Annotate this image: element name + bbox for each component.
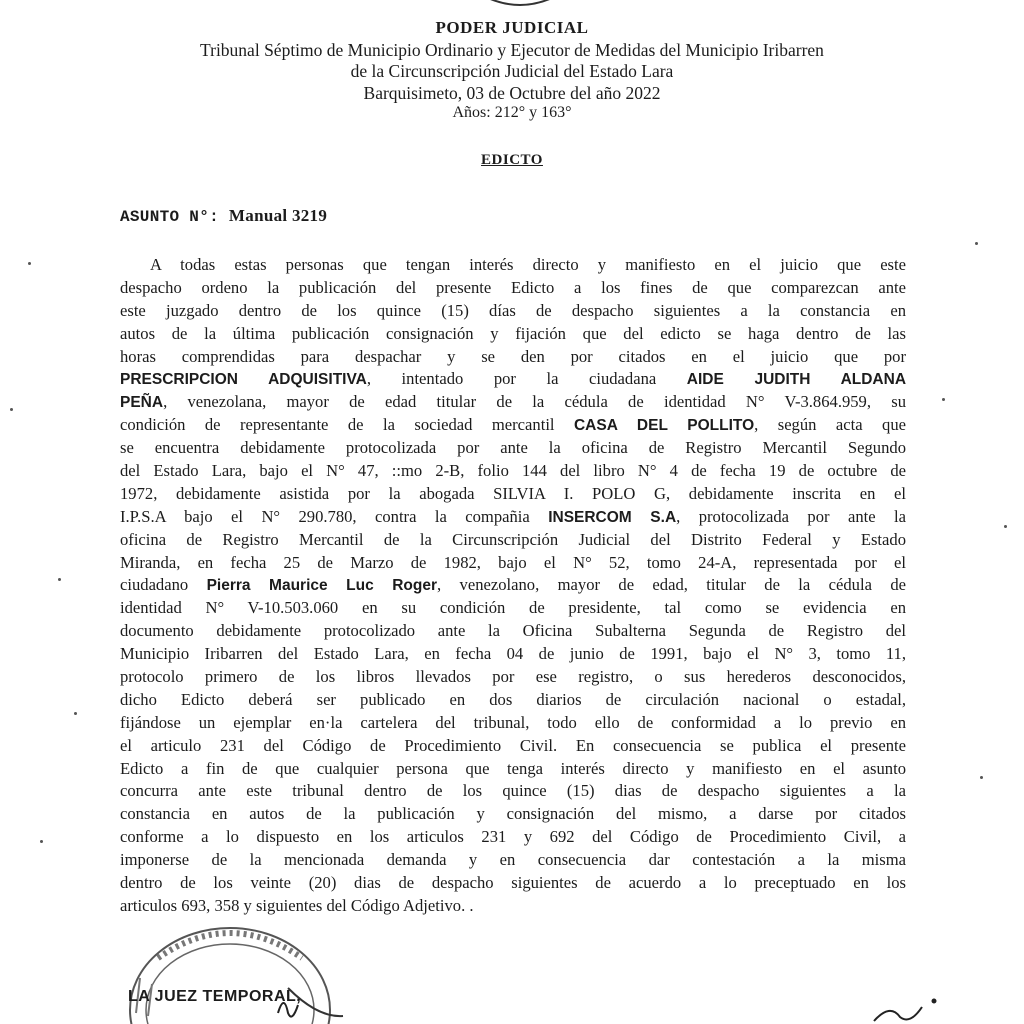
- emphasized-text: Pierra Maurice Luc Roger: [206, 577, 438, 595]
- body-line: [120, 277, 906, 300]
- subject-line: [120, 206, 327, 226]
- place-date: Barquisimeto, 03 de Octubre del año 2022: [363, 83, 661, 103]
- court-name-line1: Tribunal Séptimo de Municipio Ordinario y Ejecutor de Medidas del Municipio Iribarren: [200, 40, 824, 60]
- body-text-segment: se encuentra debidamente protocolizada por ante la oficina de Registro Mercantil Segundo: [120, 438, 906, 458]
- body-text-segment: Municipio Iribarren del Estado Lara, en fecha 04 de junio de 1991, bajo el N° 3, tomo 11,: [120, 644, 906, 664]
- body-line: [120, 414, 906, 437]
- body-text-segment: , venezolano, mayor de edad, titular de la cédula de: [437, 575, 906, 595]
- body-text-segment: del Estado Lara, bajo el N° 47, ::mo 2-B, folio 144 del libro N° 4 de fecha 19 de octubre de: [120, 461, 906, 481]
- body-line: [120, 895, 906, 918]
- office-heading: PODER JUDICIAL: [435, 18, 589, 37]
- body-text-segment: constancia en autos de la publicación y consignación del mismo, a darse por citados: [120, 804, 906, 824]
- body-text-segment: articulos 693, 358 y siguientes del Código Adjetivo. .: [120, 895, 474, 915]
- body-line: [120, 300, 906, 323]
- body-line: [120, 506, 906, 529]
- body-text-segment: documento debidamente protocolizado ante la Oficina Subalterna Segunda de Registro del: [120, 621, 906, 641]
- body-line: [120, 620, 906, 643]
- body-text-segment: protocolo primero de los libros llevados por ese registro, o sus herederos desconocidos,: [120, 667, 906, 687]
- years-line: Años: 212° y 163°: [452, 104, 572, 121]
- emphasized-text: PEÑA: [120, 394, 164, 412]
- body-line: [120, 323, 906, 346]
- body-text-segment: 1972, debidamente asistida por la abogada SILVIA I. POLO G, debidamente inscrita en el: [120, 483, 906, 503]
- body-text-segment: este juzgado dentro de los quince (15) días de despacho siguientes a la constancia en: [120, 300, 906, 320]
- body-text-segment: , venezolana, mayor de edad titular de la cédula de identidad N° V-3.864.959, su: [163, 392, 906, 412]
- body-line: [120, 597, 906, 620]
- scan-speck: [942, 398, 945, 401]
- scan-speck: [58, 578, 61, 581]
- body-line: [120, 735, 906, 758]
- body-line: [120, 529, 906, 552]
- body-line: [120, 666, 906, 689]
- body-line: [120, 483, 906, 506]
- body-line: [120, 712, 906, 735]
- body-text-segment: concurra ante este tribunal dentro de los quince (15) dias de despacho siguientes a la: [120, 781, 906, 801]
- body-text-segment: dicho Edicto deberá ser publicado en dos diarios de circulación nacional o estadal,: [120, 689, 906, 709]
- body-text-segment: imponerse de la mencionada demanda y en consecuencia dar contestación a la misma: [120, 850, 906, 870]
- body-text-segment: ciudadano: [120, 575, 207, 595]
- body-line: [120, 803, 906, 826]
- scan-speck: [74, 712, 77, 715]
- body-text-segment: , según acta que: [754, 415, 906, 435]
- body-text-segment: , protocolizada por ante la: [676, 506, 906, 526]
- body-line: [120, 849, 906, 872]
- body-text-segment: I.P.S.A bajo el N° 290.780, contra la compañia: [120, 506, 549, 526]
- body-line: [120, 391, 906, 414]
- court-name-line2: de la Circunscripción Judicial del Estado Lara: [350, 61, 674, 81]
- body-text-segment: despacho ordeno la publicación del presente Edicto a los fines de que comparezcan ante: [120, 277, 906, 297]
- body-line: [120, 780, 906, 803]
- body-text-segment: autos de la última publicación consignación y fijación que del edicto se haga dentro de las: [120, 323, 906, 343]
- body-text-segment: horas comprendidas para despachar y se den por citados en el juicio que por: [120, 346, 906, 366]
- body-line: [120, 460, 906, 483]
- body-line: [120, 552, 906, 575]
- signature-scribble: [870, 995, 960, 1024]
- body-text-segment: fijándose un ejemplar en·la cartelera del tribunal, todo ello de conformidad a lo previo en: [120, 712, 906, 732]
- scan-speck: [28, 262, 31, 265]
- judge-signature-label: LA JUEZ TEMPORAL,: [128, 988, 302, 1005]
- emphasized-text: INSERCOM S.A: [548, 508, 677, 526]
- body-text-segment: A todas estas personas que tengan interés directo y manifiesto en el juicio que este: [150, 255, 906, 274]
- body-text-segment: Miranda, en fecha 25 de Marzo de 1982, bajo el N° 52, tomo 24-A, representada por el: [120, 552, 906, 572]
- body-line: [120, 872, 906, 895]
- edict-body: [120, 254, 906, 918]
- scan-top-mark: [480, 0, 560, 14]
- scan-speck: [10, 408, 13, 411]
- body-line: [120, 643, 906, 666]
- body-text-segment: el articulo 231 del Código de Procedimiento Civil. En consecuencia se publica el presente: [120, 735, 906, 755]
- scan-speck: [40, 840, 43, 843]
- scan-speck: [975, 242, 978, 245]
- body-text-segment: oficina de Registro Mercantil de la Circunscripción Judicial del Distrito Federal y Estado: [120, 529, 906, 549]
- body-text-segment: dentro de los veinte (20) dias de despacho siguientes de acuerdo a lo preceptuado en los: [120, 873, 906, 893]
- scan-speck: [1004, 525, 1007, 528]
- scan-speck: [980, 776, 983, 779]
- court-seal-stamp: [118, 918, 348, 1024]
- emphasized-text: PRESCRIPCION ADQUISITIVA: [120, 371, 367, 389]
- body-line: [120, 758, 906, 781]
- body-line: [120, 437, 906, 460]
- emphasized-text: CASA DEL POLLITO: [573, 417, 755, 435]
- body-text-segment: conforme a lo dispuesto en los articulos 231 y 692 del Código de Procedimiento Civil, a: [120, 827, 906, 847]
- body-line: [120, 826, 906, 849]
- body-line: [120, 346, 906, 369]
- body-line: [120, 254, 906, 277]
- emphasized-text: AIDE JUDITH ALDANA: [686, 371, 907, 389]
- body-line: [120, 368, 906, 391]
- subject-label: ASUNTO N°:: [120, 208, 220, 226]
- body-text-segment: condición de representante de la sociedad mercantil: [120, 415, 574, 435]
- subject-value: Manual 3219: [228, 206, 328, 225]
- body-line: [120, 574, 906, 597]
- body-text-segment: , intentado por la ciudadana: [366, 369, 687, 389]
- body-text-segment: identidad N° V-10.503.060 en su condición de presidente, tal como se evidencia en: [120, 598, 906, 618]
- body-line: [120, 689, 906, 712]
- document-title: EDICTO: [481, 152, 543, 168]
- body-text-segment: Edicto a fin de que cualquier persona que tenga interés directo y manifiesto en el asunto: [120, 758, 906, 778]
